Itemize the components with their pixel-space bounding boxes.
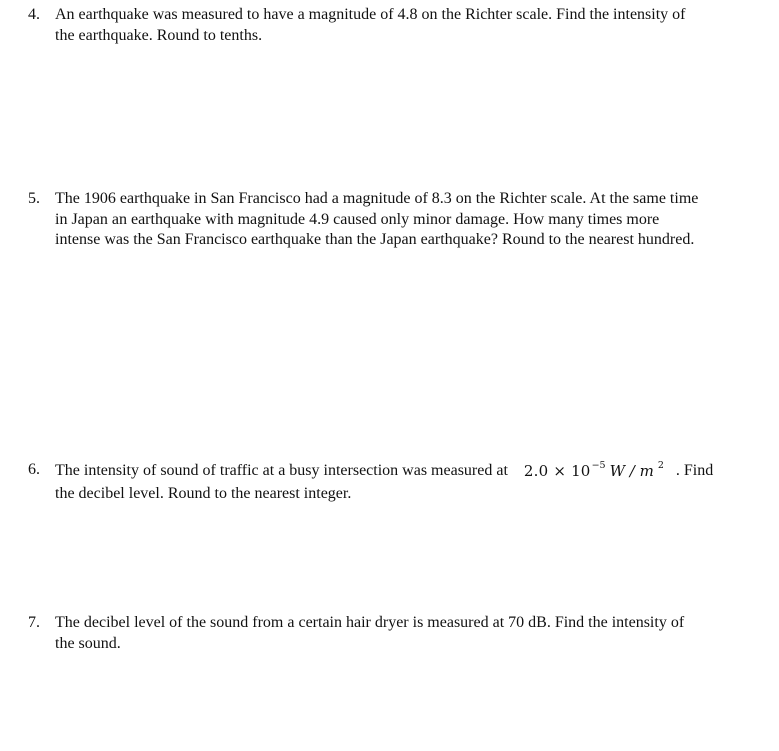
problem-text [55, 5, 740, 46]
problem-number: 6. [28, 461, 40, 478]
problem-number: 7. [28, 614, 40, 631]
problem-number: 4. [28, 6, 40, 23]
problem-line: in Japan an earthquake with magnitude 4.9 caused only minor damage. How many times more [55, 210, 660, 228]
problem-text [55, 189, 740, 251]
problem-line: intense was the San Francisco earthquake than the Japan earthquake? Round to the nearest hundred. [55, 231, 695, 249]
problem-line [55, 460, 740, 484]
problem-line-text: The intensity of sound of traffic at a busy intersection was measured at [55, 462, 508, 479]
problem-text [55, 460, 740, 504]
problem-line: the decibel level. Round to the nearest integer. [55, 484, 352, 502]
intensity-formula [524, 461, 664, 485]
problem-line: The 1906 earthquake in San Francisco had a magnitude of 8.3 on the Richter scale. At the same time [55, 190, 699, 207]
formula-base: 2.0 × 10 [523, 462, 591, 480]
formula-unit-exponent: 2 [657, 460, 664, 471]
formula-exponent: −5 [591, 460, 606, 471]
problem-number: 5. [28, 190, 40, 207]
problem-text [55, 613, 740, 654]
formula-unit: W / m [609, 462, 654, 480]
problem-6 [28, 460, 740, 504]
problem-4 [28, 5, 740, 46]
problem-line: An earthquake was measured to have a magnitude of 4.8 on the Richter scale. Find the intensity of [55, 6, 686, 23]
problem-line: the earthquake. Round to tenths. [55, 26, 263, 44]
problem-line-text: . Find [675, 462, 714, 479]
problem-7 [28, 613, 740, 654]
problem-5 [28, 189, 740, 251]
problem-line: the sound. [55, 634, 121, 652]
problem-line: The decibel level of the sound from a certain hair dryer is measured at 70 dB. Find the intensity of [55, 614, 685, 631]
